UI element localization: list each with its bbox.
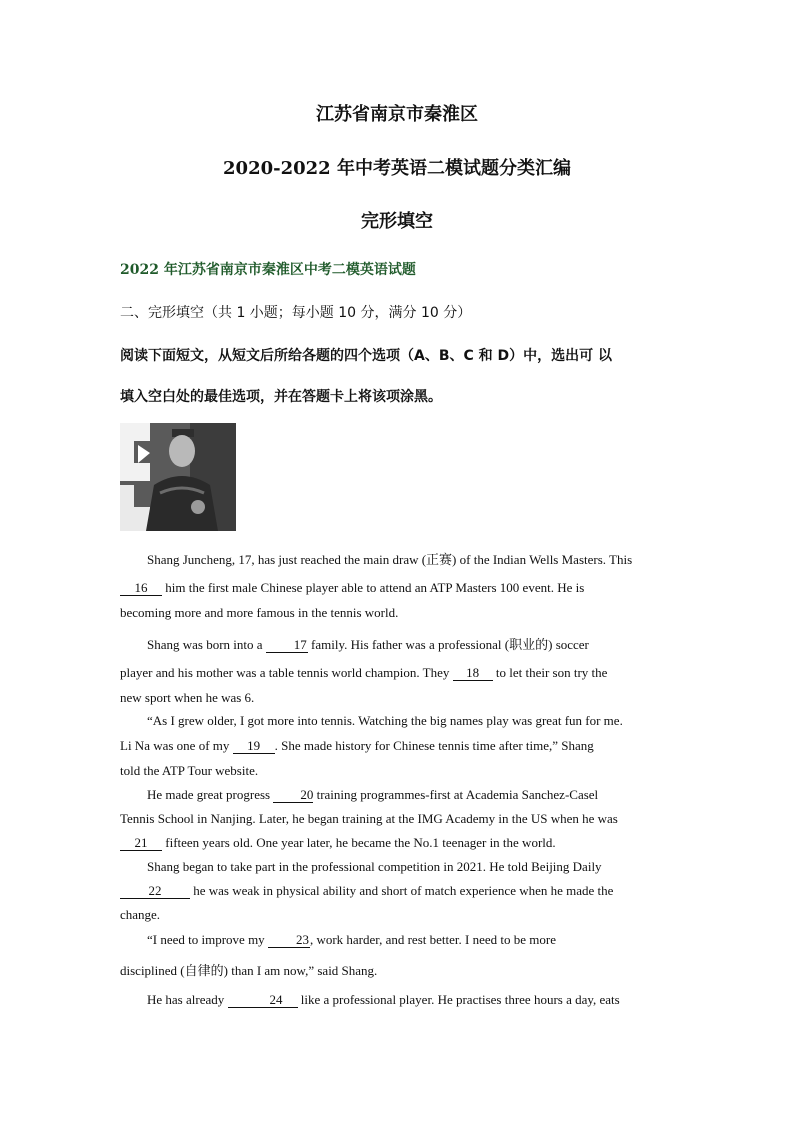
tennis-player-photo <box>120 423 236 531</box>
passage-text: Shang was born into a <box>147 637 266 652</box>
passage-text: like a professional player. He practises three hours a day, eats <box>297 992 620 1007</box>
blank-21[interactable]: 21 <box>120 836 162 851</box>
exam-source-heading: 2022 年江苏省南京市秦淮区中考二模英语试题 <box>120 262 416 278</box>
passage-text: family. His father was a professional (职业的) soccer <box>307 637 589 652</box>
passage-text: , work harder, and rest better. I need to be more <box>309 932 556 947</box>
blank-18[interactable]: 18 <box>453 666 493 681</box>
passage-line <box>120 992 680 1008</box>
blank-17[interactable]: 17 <box>266 638 308 653</box>
passage-line <box>120 634 680 653</box>
instruction-line-2: 填入空白处的最佳选项，并在答题卡上将该项涂黑。 <box>120 389 442 405</box>
passage-line: Shang began to take part in the professional competition in 2021. He told Beijing Daily <box>147 859 602 874</box>
passage-line <box>120 883 680 899</box>
passage-line: new sport when he was 6. <box>120 690 255 705</box>
passage-line <box>120 787 680 803</box>
passage-line <box>120 580 680 596</box>
passage-line: change. <box>120 907 161 922</box>
passage-line <box>120 738 680 754</box>
passage-line: told the ATP Tour website. <box>120 763 259 778</box>
passage-text: Li Na was one of my <box>120 738 233 753</box>
passage-text: fifteen years old. One year later, he became the No.1 teenager in the world. <box>162 835 556 850</box>
blank-23[interactable]: 23 <box>268 933 310 948</box>
passage-text: “I need to improve my <box>147 932 268 947</box>
passage-text: . She made history for Chinese tennis time after time,” Shang <box>274 738 594 753</box>
part-title: 二、完形填空（共 1 小题；每小题 10 分，满分 10 分） <box>120 305 472 321</box>
passage-text: training programmes-first at Academia Sanchez-Casel <box>313 787 599 802</box>
passage-line: disciplined (自律的) than I am now,” said Shang. <box>120 963 378 978</box>
passage-text: he was weak in physical ability and short of match experience when he made the <box>190 883 614 898</box>
doc-title-line1: 江苏省南京市秦淮区 <box>316 104 478 125</box>
doc-title-line2: 2020-2022 年中考英语二模试题分类汇编 <box>223 158 571 179</box>
blank-22[interactable]: 22 <box>120 884 190 899</box>
passage-line <box>120 835 680 851</box>
doc-title-line3: 完形填空 <box>361 211 433 232</box>
blank-24[interactable]: 24 <box>228 993 298 1008</box>
passage-line: Shang Juncheng, 17, has just reached the main draw (正赛) of the Indian Wells Masters. This <box>147 552 633 567</box>
passage-text: him the first male Chinese player able to attend an ATP Masters 100 event. He is <box>162 580 585 595</box>
passage-text: player and his mother was a table tennis world champion. They <box>120 665 453 680</box>
blank-20[interactable]: 20 <box>273 788 313 803</box>
passage-line <box>120 932 680 948</box>
instruction-line-1: 阅读下面短文，从短文后所给各题的四个选项（A、B、C 和 D）中，选出可 以 <box>120 348 613 364</box>
passage-line <box>120 665 680 681</box>
passage-line: “As I grew older, I got more into tennis. Watching the big names play was great fun for me. <box>147 713 623 728</box>
passage-line: becoming more and more famous in the tennis world. <box>120 605 399 620</box>
passage-text: He made great progress <box>147 787 274 802</box>
passage-text: to let their son try the <box>492 665 608 680</box>
passage-line: Tennis School in Nanjing. Later, he began training at the IMG Academy in the US when he was <box>120 811 618 826</box>
blank-16[interactable]: 16 <box>120 581 162 596</box>
passage-text: He has already <box>147 992 228 1007</box>
blank-19[interactable]: 19 <box>233 739 275 754</box>
